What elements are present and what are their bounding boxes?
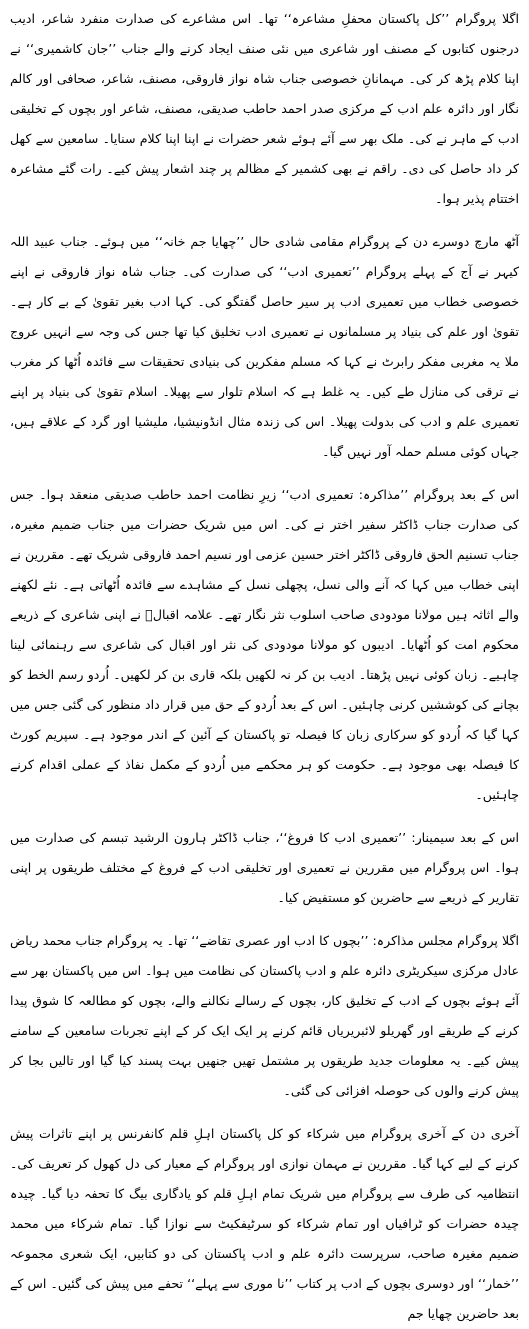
article-paragraph: اگلا پروگرام مجلس مذاکرہ: ’’بچوں کا ادب اور عصری تقاضے‘‘ تھا۔ یہ پروگرام جناب محمد ریاض عادل مرکزی سیکریٹری دائرہ علم و ادب پاکستان کی نظامت میں ہوا۔ اس میں پاکستان بھر سے آئے ہوئے بچوں کے ادب کے تخلیق کار، بچوں کے رسالے نکالنے والے، بچوں کو مطالعہ کا شوق پیدا کرنے کے طریقے اور گھریلو لائبریریاں قائم کرنے پر ایک ایک کر کے اپنے تجربات سامعین کے سامنے پیش کیے۔ یہ معلومات جدید طریقوں پر مشتمل تھیں جنھیں بہت پسند کیا گیا اور تالیں بجا کر پیش کرنے والوں کی حوصلہ افزائی کی گئی۔ <box>10 933 519 1098</box>
article-paragraph: اگلا پروگرام ’’کل پاکستان محفلِ مشاعرہ‘‘ تھا۔ اس مشاعرے کی صدارت منفرد شاعر، ادیب درجنوں کتابوں کے مصنف اور شاعری میں نئی صنف ایجاد کرنے والے جناب ’’جان کاشمیری‘‘ نے اپنا کلام پڑھ کر کی۔ مہمانانِ خصوصی جناب شاہ نواز فاروقی، مصنف، شاعر، صحافی اور کالم نگار اور دائرہ علم ادب کے مرکزی صدر احمد حاطب صدیقی، مصنف، شاعر اور بچوں کے تخلیقی ادب کے ماہر نے کی۔ ملک بھر سے آئے ہوئے شعر حضرات نے اپنا اپنا کلام سنایا۔ سامعین سے کھل کر داد حاصل کی دی۔ راقم نے بھی کشمیر کے مظالم پر چند اشعار پیش کیے۔ رات گئے مشاعرہ اختتام پذیر ہوا۔ <box>10 11 519 206</box>
article-paragraph: اس کے بعد سیمینار: ’’تعمیری ادب کا فروغ‘‘، جناب ڈاکٹر ہارون الرشید تبسم کی صدارت میں ہوا۔ اس پروگرام میں مقررین نے تعمیری اور تخلیقی ادب کے فروغ کے مختلف طریقوں پر اپنی تقاریر کے ذریعے سے حاضرین کو مستفیض کیا۔ <box>10 830 519 905</box>
article-paragraph: آٹھ مارچ دوسرے دن کے پروگرام مقامی شادی حال ’’چھایا جم خانہ‘‘ میں ہوئے۔ جناب عبید اللہ کیہر نے آج کے پہلے پروگرام ’’تعمیری ادب‘‘ کی صدارت کی۔ جناب شاہ نواز فاروقی نے اپنے خصوصی خطاب میں تعمیری ادب پر سیر حاصل گفتگو کی۔ کہا ادب بغیر تقویٰ کے بے کار ہے۔ تقویٰ اور علم کی بنیاد پر مسلمانوں نے تعمیری ادب تخلیق کیا تھا جس کی وجہ سے انہیں عروج ملا یہ مغربی مفکر رابرٹ نے کہا کہ مسلم مفکرین کی بنیادی تحقیقات سے فائدہ اُٹھا کر مغرب نے ترقی کی منازل طے کیں۔ یہ غلط ہے کہ اسلام تلوار سے پھیلا۔ اسلام تقویٰ کی بنیاد پر اپنے تعمیری علم و ادب کی بدولت پھیلا۔ اس کی زندہ مثال انڈونیشیا، ملیشیا اور گرد کے علاقے ہیں، جہاں کوئی مسلم حملہ آور نہیں گیا۔ <box>10 234 519 459</box>
article-paragraph: اس کے بعد پروگرام ’’مذاکرہ: تعمیری ادب‘‘ زیرِ نظامت احمد حاطب صدیقی منعقد ہوا۔ جس کی صدارت جناب ڈاکٹر سفیر اختر نے کی۔ اس میں شریک حضرات میں جناب ضمیم مغیرہ، جناب تسنیم الحق فاروقی ڈاکٹر اختر حسین عزمی اور نسیم احمد فاروقی شریک تھے۔ مقررین نے اپنی خطاب میں کہا کہ آنے والی نسل، پچھلی نسل کے مشاہدے سے فائدہ اُٹھاتی ہے۔ نئے لکھنے والے اثاثہ ہیں مولانا مودودی صاحب اسلوب نثر نگار تھے۔ علامہ اقبالؒ نے اپنی شاعری کے ذریعے محکوم امت کو اُٹھایا۔ ادیبوں کو مولانا مودودی کی نثر اور اقبال کی شاعری سے رہنمائی لینا چاہیے۔ زبان کوئی نہیں پڑھتا۔ ادیب بن کر نہ لکھیں بلکہ قاری بن کر لکھیں۔ اُردو رسم الخط کو بچانے کی کوششیں کرنی چاہئیں۔ اس کے بعد اُردو کے حق میں قرار داد منظور کی گئی جس میں کہا گیا کہ اُردو کو سرکاری زبان کا فیصلہ تو پاکستان کے آئین کے اندر موجود ہے۔ سپریم کورٹ کا فیصلہ بھی موجود ہے۔ حکومت کو ہر محکمے میں اُردو کے مکمل نفاذ کے عملی اقدام کرنے چاہئیں۔ <box>10 487 519 802</box>
article-paragraph: آخری دن کے آخری پروگرام میں شرکاء کو کل پاکستان اہلِ قلم کانفرنس پر اپنے تاثرات پیش کرنے کے لیے کہا گیا۔ مقررین نے مہمان نوازی اور پروگرام کے معیار کی دل کھول کر تعریف کی۔ انتظامیہ کی طرف سے پروگرام میں شریک تمام اہلِ قلم کو یادگاری بیگ کا تحفہ دیا گیا۔ چیدہ چیدہ حضرات کو ٹرافیاں اور تمام شرکاء کو سرٹیفکیٹ سے نوازا گیا۔ تمام شرکاء میں محمد ضمیم مغیرہ صاحب، سرپرست دائرہ علم و ادب پاکستان کی دو کتابیں، ایک شعری مجموعہ ’’خمار‘‘ اور دوسری بچوں کے ادب پر کتاب ’’نا موری سے پہلے‘‘ تحفے میں پیش کی گئیں۔ اس کے بعد حاضرین چھایا جم <box>10 1126 519 1321</box>
